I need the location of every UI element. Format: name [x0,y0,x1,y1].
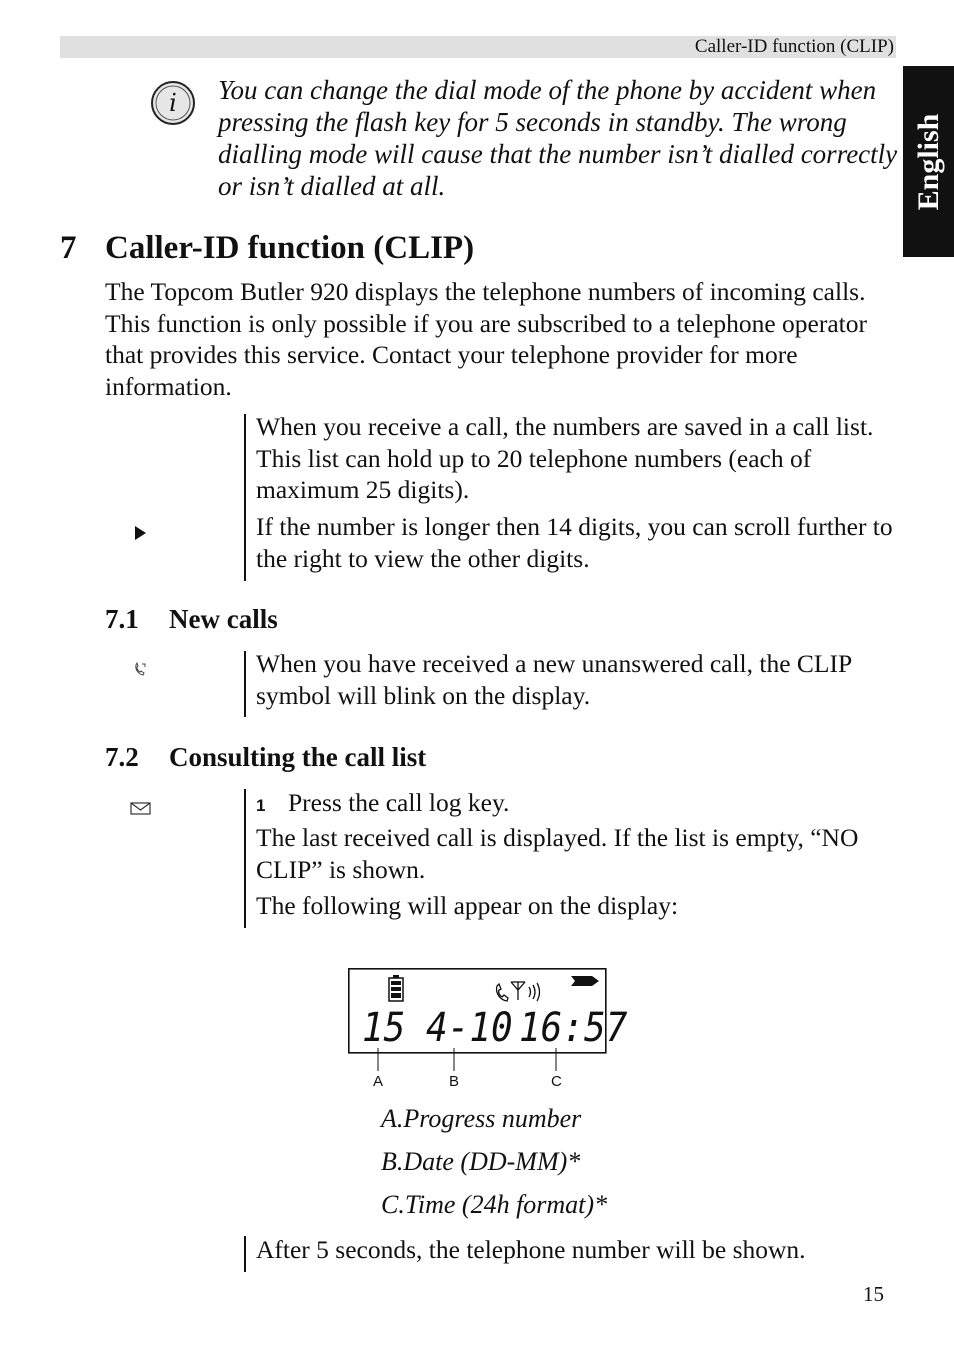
page-number: 15 [863,1282,884,1306]
subsection-title: Consulting the call list [169,742,427,772]
legend-item [381,1190,607,1220]
section-heading [60,230,474,267]
running-header: Caller-ID function (CLIP) [694,36,894,57]
after-text: After 5 seconds, the telephone number will be shown. [256,1235,806,1264]
step-text: Press the call log key. [288,788,510,817]
call-list-paragraph-2: The following will appear on the display: [256,891,679,920]
legend-letter: A. [381,1104,404,1133]
envelope-icon [130,801,151,816]
callout-label-a: A [373,1073,384,1090]
legend-text: Date (DD-MM)* [403,1147,581,1176]
info-icon [150,80,196,126]
lcd-time: 16:57 [519,1005,628,1051]
call-list-paragraph-1: The last received call is displayed. If the list is empty, “NO CLIP” is shown. [256,823,859,884]
margin-rule [244,1236,246,1272]
block1-paragraph-1: When you receive a call, the numbers are saved in a call list. This list can hold up to 20 telephone numbers (each of maximum 25 digits). [256,412,874,504]
subsection-heading-new-calls [105,604,278,635]
legend-item [381,1147,580,1177]
legend-text: Time (24h format)* [404,1190,608,1219]
arrow-right-icon [133,525,147,541]
legend-item [381,1104,581,1134]
section-intro: The Topcom Butler 920 displays the telephone numbers of incoming calls. This function is only possible if you are subscribed to a telephone operator that provides this service. Contact your telephone provider for more information. [105,277,867,401]
svg-text:i: i [169,89,177,117]
lcd-progress-number: 15 [362,1005,406,1051]
step-1 [256,787,896,822]
subsection-number: 7.2 [105,742,139,772]
legend-letter: C. [381,1190,405,1219]
new-calls-text: When you have received a new unanswered call, the CLIP symbol will blink on the display. [256,649,852,710]
legend-letter: B. [381,1147,404,1176]
clip-symbol-icon [133,661,149,677]
block1-paragraph-2: If the number is longer then 14 digits, you can scroll further to the right to view the other digits. [256,512,893,573]
step-number: 1 [256,796,266,815]
margin-rule [244,651,246,717]
note-text: You can change the dial mode of the phone by accident when pressing the flash key for 5 seconds in standby. The wrong dialling mode will cause that the number isn’t dialled correctly or isn’t dialled at all. [218,75,898,201]
callout-label-c: C [551,1073,562,1090]
section-title: Caller-ID function (CLIP) [105,230,475,266]
lcd-date: 4-10 [426,1005,513,1051]
language-tab-label: English [911,113,945,210]
lcd-display-illustration [348,968,628,1093]
callout-label-b: B [449,1073,460,1090]
margin-rule [244,789,246,928]
language-tab [903,66,954,257]
legend-text: Progress number [403,1104,582,1133]
subsection-title: New calls [169,604,278,634]
section-number: 7 [60,230,77,266]
subsection-number: 7.1 [105,604,139,634]
subsection-heading-call-list [105,742,426,773]
margin-rule [244,414,246,581]
